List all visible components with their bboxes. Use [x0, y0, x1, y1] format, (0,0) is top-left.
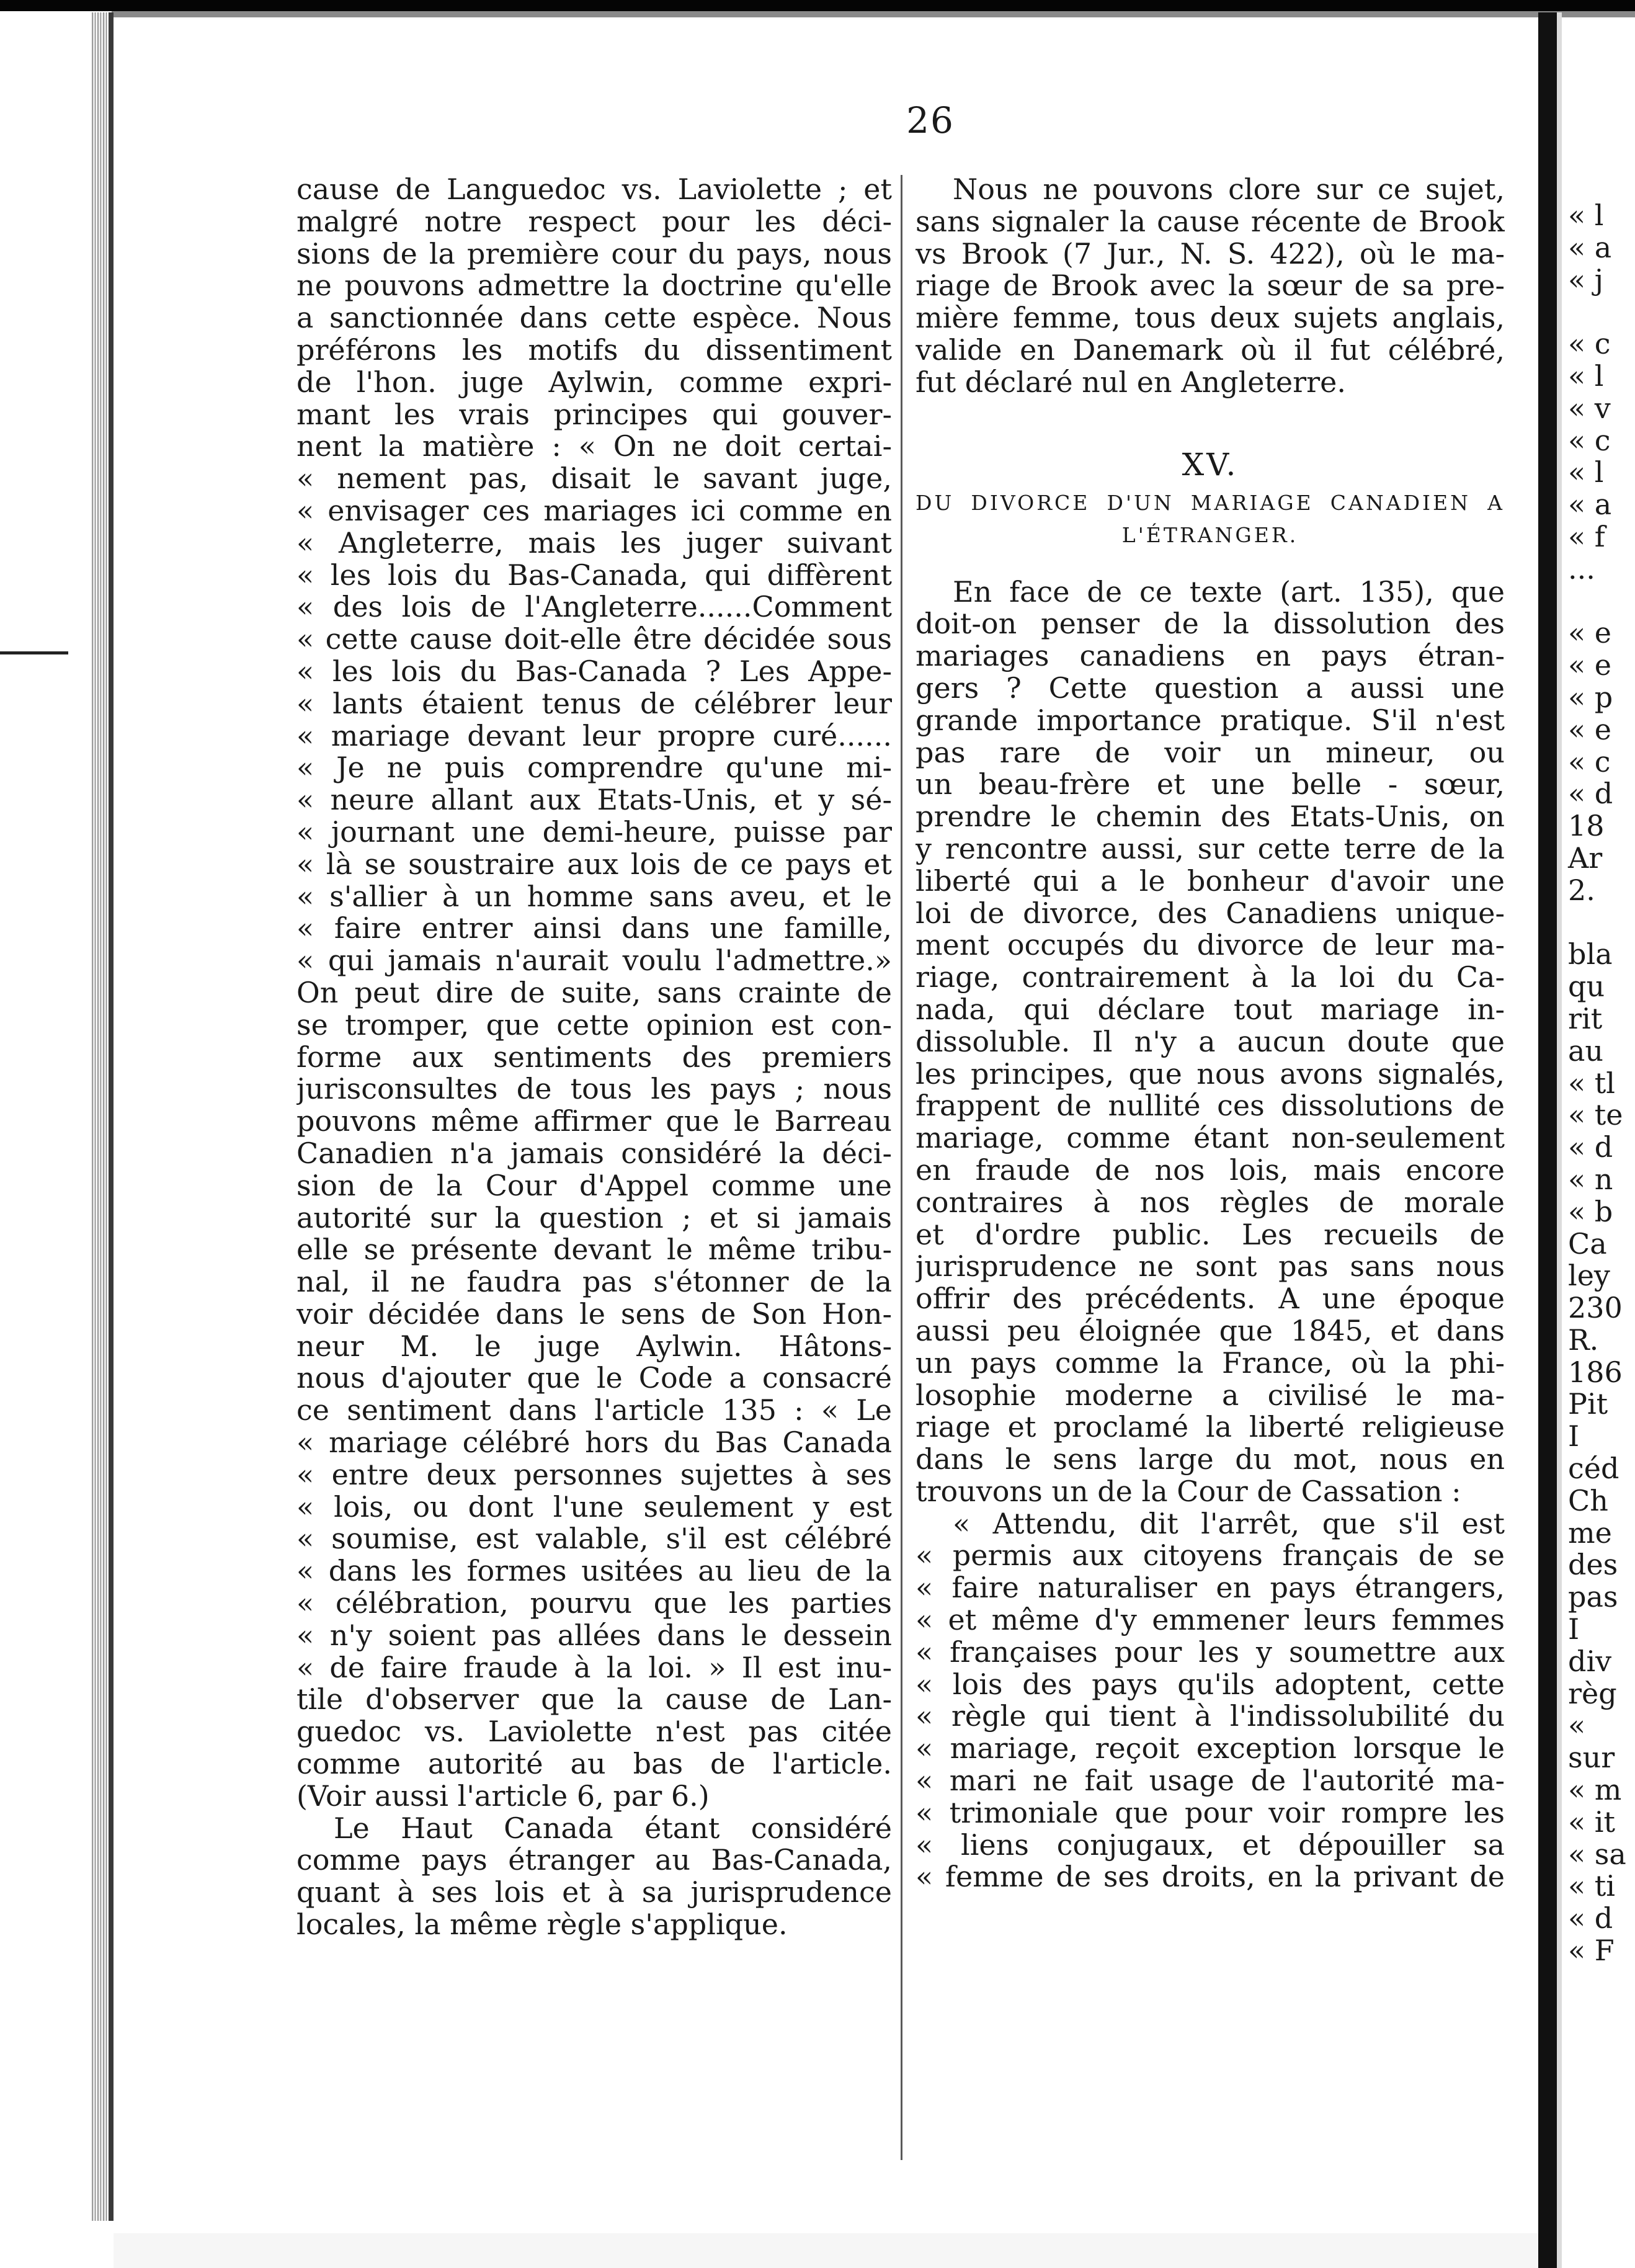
facing-page-text-fragment: «	[1568, 1708, 1586, 1743]
text-line: offrir des précédents. A une époque	[916, 1283, 1505, 1315]
facing-page-text-fragment: I	[1568, 1419, 1580, 1453]
text-line: sans signaler la cause récente de Brook	[916, 205, 1505, 238]
facing-page-text-fragment: « e	[1568, 616, 1611, 650]
facing-page-text-fragment: « l	[1568, 200, 1604, 232]
facing-page-text-fragment: « b	[1568, 1194, 1613, 1228]
facing-page-text-fragment: qu	[1568, 970, 1605, 1004]
text-line: « cette cause doit-elle être décidée sous	[296, 623, 892, 656]
text-line: « les lois du Bas-Canada ? Les Appe-	[296, 655, 892, 688]
column-rule	[901, 175, 902, 2160]
text-line: « mariage devant leur propre curé......	[296, 720, 892, 752]
left-column	[296, 174, 892, 1941]
book-spine-highlight	[1557, 12, 1562, 2268]
facing-page-text-fragment: pas	[1568, 1580, 1618, 1614]
text-line: mant les vrais principes qui gouver-	[296, 398, 892, 431]
facing-page-text-fragment: « it	[1568, 1805, 1615, 1839]
facing-page-text-fragment: « p	[1568, 680, 1613, 714]
text-line: trouvons un de la Cour de Cassation :	[916, 1475, 1461, 1508]
facing-page-text-fragment: I	[1568, 1612, 1580, 1646]
text-line: dans le sens large du mot, nous en	[916, 1444, 1505, 1476]
facing-page-text-fragment: « j	[1568, 262, 1604, 297]
text-line: ce sentiment dans l'article 135 : « Le	[296, 1395, 892, 1427]
facing-page-text-fragment: « a	[1568, 488, 1612, 522]
text-line: nent la matière : « On ne doit certai-	[296, 431, 892, 463]
text-line: (Voir aussi l'article 6, par 6.)	[296, 1780, 710, 1813]
text-line: jurisprudence ne sont pas sans nous	[916, 1251, 1505, 1284]
text-line: et d'ordre public. Les recueils de	[916, 1218, 1505, 1251]
text-line: losophie moderne a civilisé le ma-	[916, 1379, 1505, 1412]
facing-page-text-fragment: 2.	[1568, 873, 1595, 907]
section-title: DU DIVORCE D'UN MARIAGE CANADIEN A	[916, 490, 1505, 515]
text-line: préférons les motifs du dissentiment	[296, 334, 892, 367]
facing-page-text-fragment: des	[1568, 1548, 1618, 1582]
text-line: Canadien n'a jamais considéré la déci-	[296, 1137, 892, 1170]
text-line: guedoc vs. Laviolette n'est pas citée	[296, 1716, 892, 1749]
facing-page-text-fragment: Ar	[1568, 841, 1603, 875]
text-line: « mariage, reçoit exception lorsque le	[916, 1733, 1505, 1766]
right-column	[916, 174, 1505, 1893]
page-gutter-shadow	[109, 12, 114, 2221]
facing-page-text-fragment: « v	[1568, 391, 1611, 425]
text-line: « n'y soient pas allées dans le dessein	[296, 1619, 892, 1652]
facing-page-text-fragment: « m	[1568, 1773, 1622, 1807]
heading-spacer	[916, 551, 1505, 576]
text-line: se tromper, que cette opinion est con-	[296, 1009, 892, 1042]
text-line: « françaises pour les y soumettre aux	[916, 1636, 1505, 1669]
text-line: « règle qui tient à l'indissolubilité du	[916, 1700, 1505, 1733]
text-line: « célébration, pourvu que les parties	[296, 1587, 892, 1620]
page-number: 26	[906, 99, 955, 141]
text-line: frappent de nullité ces dissolutions de	[916, 1090, 1505, 1123]
text-line: « les lois du Bas-Canada, qui diffèrent	[296, 559, 892, 592]
text-line: elle se présente devant le même tribu-	[296, 1234, 892, 1267]
text-line: « lants étaient tenus de célébrer leur	[296, 687, 892, 720]
text-line: mière femme, tous deux sujets anglais,	[916, 302, 1505, 334]
right-body-paragraphs	[916, 576, 1505, 1894]
text-line: neur M. le juge Aylwin. Hâtons-	[296, 1330, 892, 1363]
text-line: comme pays étranger au Bas-Canada,	[296, 1844, 892, 1877]
text-line: contraires à nos règles de morale	[916, 1186, 1505, 1219]
text-line: « lois, ou dont l'une seulement y est	[296, 1491, 892, 1524]
text-line: « là se soustraire aux lois de ce pays et	[296, 848, 892, 881]
text-line: vs Brook (7 Jur., N. S. 422), où le ma-	[916, 238, 1505, 270]
text-line: comme autorité au bas de l'article.	[296, 1748, 892, 1780]
text-line: dissoluble. Il n'y a aucun doute que	[916, 1025, 1505, 1058]
text-line: pas rare de voir un mineur, ou	[916, 736, 1505, 769]
facing-page-text-fragment: règ	[1568, 1676, 1617, 1710]
facing-page-text-fragment: « l	[1568, 359, 1604, 393]
facing-page-text-fragment: « c	[1568, 423, 1611, 457]
facing-page-text-fragment: « a	[1568, 230, 1612, 264]
scan-margin-mark	[0, 651, 68, 654]
section-title-continued: L'ÉTRANGER.	[1121, 522, 1299, 547]
text-line: aussi peu éloignée que 1845, et dans	[916, 1315, 1505, 1347]
text-line: mariage, comme étant non-seulement	[916, 1122, 1505, 1154]
facing-page-text-fragment	[1564, 586, 1635, 618]
text-line: de l'hon. juge Aylwin, comme expri-	[296, 366, 892, 399]
text-line: ment occupés du divorce de leur ma-	[916, 929, 1505, 962]
facing-page-text-fragment: « e	[1568, 648, 1611, 682]
text-line: voir décidée dans le sens de Son Hon-	[296, 1298, 892, 1331]
facing-page-text-fragment: « n	[1568, 1162, 1613, 1196]
text-line: « mariage célébré hors du Bas Canada	[296, 1427, 892, 1459]
facing-page-text-fragment: « sa	[1568, 1837, 1626, 1871]
text-line: riage de Brook avec la sœur de sa pre-	[916, 270, 1505, 303]
text-line: nada, qui déclare tout mariage in-	[916, 993, 1505, 1026]
facing-page-text-fragment: « c	[1568, 744, 1611, 779]
text-line: En face de ce texte (art. 135), que	[953, 576, 1505, 609]
text-line: doit-on penser de la dissolution des	[916, 608, 1505, 641]
facing-page-text-fragment: « d	[1568, 1130, 1613, 1164]
page-stack-edge	[92, 12, 108, 2221]
facing-page-text-fragment: ...	[1568, 551, 1595, 586]
text-line: mariages canadiens en pays étran-	[916, 640, 1505, 672]
facing-page-fragment	[1564, 200, 1635, 1967]
facing-page-text-fragment: div	[1568, 1644, 1612, 1678]
text-line: « s'allier à un homme sans aveu, et le	[296, 880, 892, 913]
text-line: nal, il ne faudra pas s'étonner de la	[296, 1266, 892, 1298]
text-line: « faire entrer ainsi dans une famille,	[296, 913, 892, 945]
text-line: jurisconsultes de tous les pays ; nous	[296, 1073, 892, 1106]
text-line: « dans les formes usitées au lieu de la	[296, 1555, 892, 1588]
facing-page-text-fragment: ley	[1568, 1259, 1610, 1293]
facing-page-text-fragment: bla	[1568, 937, 1613, 971]
text-line: malgré notre respect pour les déci-	[296, 205, 892, 238]
text-line: sions de la première cour du pays, nous	[296, 238, 892, 270]
facing-page-text-fragment: « d	[1568, 777, 1613, 811]
facing-page-text-fragment: sur	[1568, 1741, 1615, 1775]
text-line: « liens conjugaux, et dépouiller sa	[916, 1829, 1505, 1862]
text-line: sion de la Cour d'Appel comme une	[296, 1169, 892, 1202]
book-spine-shadow	[1538, 12, 1557, 2268]
section-number: XV.	[1182, 446, 1239, 483]
text-line: quant à ses lois et à sa jurisprudence	[296, 1877, 892, 1909]
text-line: y rencontre aussi, sur cette terre de la	[916, 833, 1505, 865]
text-line: « journant une demi-heure, puisse par	[296, 816, 892, 849]
text-line: « mari ne fait usage de l'autorité ma-	[916, 1765, 1505, 1797]
facing-page-text-fragment: Ch	[1568, 1483, 1608, 1517]
text-line: « Angleterre, mais les juger suivant	[296, 527, 892, 560]
text-line: On peut dire de suite, sans crainte de	[296, 976, 892, 1009]
right-intro-paragraph	[916, 174, 1505, 399]
facing-page-text-fragment: « te	[1568, 1098, 1623, 1132]
text-line: fut déclaré nul en Angleterre.	[916, 366, 1346, 399]
text-line: Le Haut Canada étant considéré	[334, 1812, 892, 1845]
text-line: Nous ne pouvons clore sur ce sujet,	[953, 174, 1505, 206]
text-line: forme aux sentiments des premiers	[296, 1041, 892, 1074]
text-line: « faire naturaliser en pays étrangers,	[916, 1572, 1505, 1605]
page-bottom-margin	[114, 2233, 1538, 2268]
text-line: les principes, que nous avons signalés,	[916, 1058, 1505, 1091]
facing-page-text-fragment: « l	[1568, 455, 1604, 489]
text-line: « trimoniale que pour voir rompre les	[916, 1797, 1505, 1829]
text-line: gers ? Cette question a aussi une	[916, 672, 1505, 705]
text-line: cause de Languedoc vs. Laviolette ; et	[296, 174, 892, 206]
facing-page-text-fragment: céd	[1568, 1452, 1619, 1486]
text-line: a sanctionnée dans cette espèce. Nous	[296, 302, 892, 334]
facing-page-text-fragment: « ti	[1568, 1869, 1615, 1903]
text-line: ne pouvons admettre la doctrine qu'elle	[296, 270, 892, 303]
scan-top-border	[0, 0, 1635, 11]
text-line: pouvons même affirmer que le Barreau	[296, 1105, 892, 1138]
text-line: « envisager ces mariages ici comme en	[296, 494, 892, 527]
facing-page-text-fragment: « d	[1568, 1901, 1613, 1935]
facing-page-text-fragment: 186	[1568, 1355, 1623, 1389]
facing-page-text-fragment: « e	[1568, 712, 1611, 746]
text-line: riage et proclamé la liberté religieuse	[916, 1411, 1505, 1444]
facing-page-text-fragment: au	[1568, 1034, 1604, 1068]
text-line: « neure allant aux Etats-Unis, et y sé-	[296, 784, 892, 816]
text-line: « nement pas, disait le savant juge,	[296, 463, 892, 495]
facing-page-text-fragment: « f	[1568, 519, 1605, 553]
text-line: « entre deux personnes sujettes à ses	[296, 1458, 892, 1491]
facing-page-text-fragment: « F	[1568, 1934, 1615, 1967]
section-spacer	[916, 399, 1505, 442]
text-line: « femme de ses droits, en la privant de	[916, 1861, 1505, 1894]
text-line: liberté qui a le bonheur d'avoir une	[916, 865, 1505, 898]
facing-page-text-fragment: rit	[1568, 1001, 1603, 1035]
text-line: « qui jamais n'aurait voulu l'admettre.»	[296, 945, 892, 977]
text-line: locales, la même règle s'applique.	[296, 1909, 788, 1941]
facing-page-text-fragment: « c	[1568, 327, 1611, 361]
text-line: en fraude de nos lois, mais encore	[916, 1154, 1505, 1187]
text-line: « lois des pays qu'ils adoptent, cette	[916, 1668, 1505, 1701]
text-line: nous d'ajouter que le Code a consacré	[296, 1362, 892, 1395]
facing-page-text-fragment: 230	[1568, 1291, 1623, 1325]
text-line: un beau-frère et une belle - sœur,	[916, 769, 1505, 801]
facing-page-text-fragment: me	[1568, 1516, 1612, 1550]
text-line: « de faire fraude à la loi. » Il est inu-	[296, 1651, 892, 1684]
facing-page-text-fragment: Ca	[1568, 1226, 1607, 1261]
text-line: tile d'observer que la cause de Lan-	[296, 1684, 892, 1717]
text-line: « Je ne puis comprendre qu'une mi-	[296, 752, 892, 785]
text-line: « et même d'y emmener leurs femmes	[916, 1604, 1505, 1636]
text-line: « permis aux citoyens français de se	[916, 1540, 1505, 1573]
text-line: un pays comme la France, où la phi-	[916, 1347, 1505, 1380]
facing-page-text-fragment	[1564, 907, 1635, 939]
text-line: valide en Danemark où il fut célébré,	[916, 334, 1505, 367]
text-line: « des lois de l'Angleterre......Comment	[296, 591, 892, 624]
facing-page-text-fragment: R.	[1568, 1323, 1599, 1357]
text-line: grande importance pratique. S'il n'est	[916, 704, 1505, 737]
text-line: riage, contrairement à la loi du Ca-	[916, 962, 1505, 994]
text-line: loi de divorce, des Canadiens unique-	[916, 897, 1505, 930]
scan-top-shadow	[112, 11, 1635, 17]
facing-page-text-fragment	[1564, 296, 1635, 328]
text-line: autorité sur la question ; et si jamais	[296, 1202, 892, 1234]
facing-page-text-fragment: 18	[1568, 809, 1605, 843]
text-line: « Attendu, dit l'arrêt, que s'il est	[953, 1507, 1505, 1540]
facing-page-text-fragment: Pit	[1568, 1387, 1608, 1421]
text-line: prendre le chemin des Etats-Unis, on	[916, 801, 1505, 833]
facing-page-text-fragment: « tl	[1568, 1066, 1615, 1100]
text-line: « soumise, est valable, s'il est célébré	[296, 1523, 892, 1556]
